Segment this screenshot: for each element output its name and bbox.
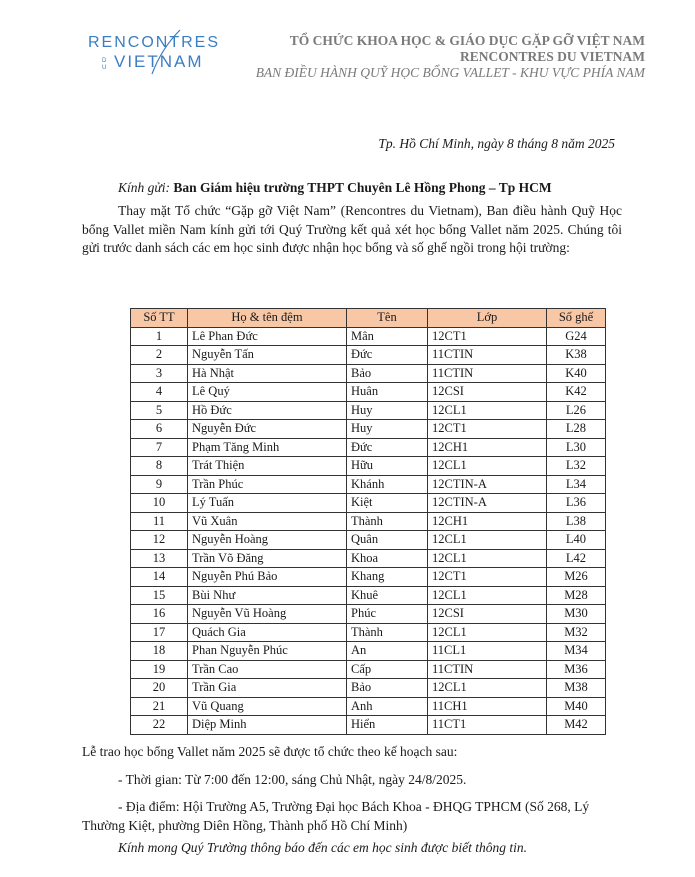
- closing-final: Kính mong Quý Trường thông báo đến các em học sinh được biết thông tin.: [118, 840, 527, 855]
- cell-seat: M34: [547, 642, 606, 661]
- table-row: [131, 660, 606, 679]
- cell-stt: 19: [131, 660, 188, 679]
- cell-class: 12CL1: [428, 623, 547, 642]
- cell-surname: Diệp Minh: [188, 716, 347, 735]
- cell-seat: L38: [547, 512, 606, 531]
- table-row: [131, 475, 606, 494]
- cell-stt: 9: [131, 475, 188, 494]
- rencontres-logo: [88, 28, 221, 76]
- cell-surname: Trần Phúc: [188, 475, 347, 494]
- cell-class: 12CL1: [428, 457, 547, 476]
- column-header-surname: Họ & tên đệm: [188, 309, 347, 328]
- letter-date: Tp. Hồ Chí Minh, ngày 8 tháng 8 năm 2025: [378, 136, 615, 151]
- cell-class: 11CT1: [428, 716, 547, 735]
- cell-class: 12CL1: [428, 401, 547, 420]
- table-row: [131, 679, 606, 698]
- cell-surname: Hồ Đức: [188, 401, 347, 420]
- cell-name: Cấp: [347, 660, 428, 679]
- cell-stt: 1: [131, 327, 188, 346]
- event-place: - Địa điểm: Hội Trường A5, Trường Đại học Bách Khoa - ĐHQG TPHCM (Số 268, Lý Thường Kiệt, phường Diên Hồng, Thành phố Hồ Chí Minh): [82, 799, 590, 833]
- cell-stt: 3: [131, 364, 188, 383]
- cell-name: Mân: [347, 327, 428, 346]
- cell-class: 12CSI: [428, 605, 547, 624]
- intro-paragraph: Thay mặt Tổ chức “Gặp gỡ Việt Nam” (Rencontres du Vietnam), Ban điều hành Quỹ Học bổng Vallet miền Nam kính gửi tới Quý Trường kết quả xét học bổng Vallet năm 2025. Chúng tôi gửi trước danh sách các em học sinh được nhận học bổng và số ghế ngồi trong hội trường:: [82, 203, 622, 255]
- cell-stt: 4: [131, 383, 188, 402]
- cell-stt: 6: [131, 420, 188, 439]
- cell-stt: 20: [131, 679, 188, 698]
- recipient-value: Ban Giám hiệu trường THPT Chuyên Lê Hồng Phong – Tp HCM: [173, 180, 552, 195]
- cell-class: 11CTIN: [428, 364, 547, 383]
- table-row: [131, 457, 606, 476]
- closing-lead: Lễ trao học bổng Vallet năm 2025 sẽ được tổ chức theo kế hoạch sau:: [82, 744, 458, 759]
- cell-name: Thành: [347, 512, 428, 531]
- cell-surname: Trần Gia: [188, 679, 347, 698]
- cell-class: 11CTIN: [428, 660, 547, 679]
- cell-name: Khang: [347, 568, 428, 587]
- table-row: [131, 401, 606, 420]
- cell-stt: 11: [131, 512, 188, 531]
- table-row: [131, 364, 606, 383]
- table-row: [131, 549, 606, 568]
- cell-name: Đức: [347, 438, 428, 457]
- cell-class: 12CH1: [428, 512, 547, 531]
- cell-surname: Lê Quý: [188, 383, 347, 402]
- cell-stt: 13: [131, 549, 188, 568]
- cell-surname: Nguyễn Hoàng: [188, 531, 347, 550]
- cell-surname: Nguyễn Phú Bảo: [188, 568, 347, 587]
- cell-class: 12CT1: [428, 420, 547, 439]
- cell-stt: 8: [131, 457, 188, 476]
- cell-surname: Vũ Quang: [188, 697, 347, 716]
- cell-stt: 21: [131, 697, 188, 716]
- cell-class: 12CL1: [428, 531, 547, 550]
- cell-name: Hiển: [347, 716, 428, 735]
- cell-class: 12CH1: [428, 438, 547, 457]
- table-row: [131, 716, 606, 735]
- cell-name: Phúc: [347, 605, 428, 624]
- cell-seat: L34: [547, 475, 606, 494]
- cell-seat: M32: [547, 623, 606, 642]
- cell-stt: 5: [131, 401, 188, 420]
- table-row: [131, 327, 606, 346]
- cell-name: Huân: [347, 383, 428, 402]
- cell-seat: K42: [547, 383, 606, 402]
- cell-name: Khuê: [347, 586, 428, 605]
- cell-surname: Lê Phan Đức: [188, 327, 347, 346]
- cell-name: Huy: [347, 420, 428, 439]
- cell-name: Thành: [347, 623, 428, 642]
- cell-surname: Phạm Tăng Minh: [188, 438, 347, 457]
- cell-stt: 7: [131, 438, 188, 457]
- cell-class: 12CTIN-A: [428, 475, 547, 494]
- cell-seat: M42: [547, 716, 606, 735]
- cell-stt: 16: [131, 605, 188, 624]
- cell-name: Khoa: [347, 549, 428, 568]
- cell-name: Khánh: [347, 475, 428, 494]
- scholarship-table: [130, 308, 606, 735]
- cell-surname: Trần Võ Đăng: [188, 549, 347, 568]
- cell-name: Bảo: [347, 679, 428, 698]
- table-row: [131, 623, 606, 642]
- cell-seat: M40: [547, 697, 606, 716]
- table-header-row: [131, 309, 606, 328]
- cell-class: 12CSI: [428, 383, 547, 402]
- cell-seat: L30: [547, 438, 606, 457]
- cell-surname: Trát Thiện: [188, 457, 347, 476]
- cell-stt: 2: [131, 346, 188, 365]
- cell-name: Kiệt: [347, 494, 428, 513]
- cell-seat: K38: [547, 346, 606, 365]
- table-row: [131, 568, 606, 587]
- table-row: [131, 420, 606, 439]
- cell-name: Anh: [347, 697, 428, 716]
- cell-surname: Quách Gia: [188, 623, 347, 642]
- cell-seat: L36: [547, 494, 606, 513]
- cell-surname: Trần Cao: [188, 660, 347, 679]
- table-row: [131, 531, 606, 550]
- cell-seat: L26: [547, 401, 606, 420]
- table-row: [131, 605, 606, 624]
- cell-surname: Hà Nhật: [188, 364, 347, 383]
- cell-class: 12CL1: [428, 679, 547, 698]
- cell-class: 12CL1: [428, 586, 547, 605]
- cell-name: Đức: [347, 346, 428, 365]
- cell-seat: L42: [547, 549, 606, 568]
- logo-bottom-text: VIETNAM: [114, 52, 204, 71]
- cell-class: 11CH1: [428, 697, 547, 716]
- cell-seat: L32: [547, 457, 606, 476]
- cell-name: Quân: [347, 531, 428, 550]
- table-row: [131, 438, 606, 457]
- cell-class: 12CL1: [428, 549, 547, 568]
- cell-class: 12CT1: [428, 568, 547, 587]
- event-time: - Thời gian: Từ 7:00 đến 12:00, sáng Chủ Nhật, ngày 24/8/2025.: [118, 772, 467, 787]
- cell-seat: K40: [547, 364, 606, 383]
- organization-header: [256, 33, 645, 81]
- cell-seat: M36: [547, 660, 606, 679]
- cell-class: 11CTIN: [428, 346, 547, 365]
- org-committee: BAN ĐIỀU HÀNH QUỸ HỌC BỔNG VALLET - KHU VỰC PHÍA NAM: [255, 65, 645, 80]
- cell-name: Bảo: [347, 364, 428, 383]
- cell-name: Hữu: [347, 457, 428, 476]
- column-header-class: Lớp: [428, 309, 547, 328]
- cell-class: 12CT1: [428, 327, 547, 346]
- cell-seat: G24: [547, 327, 606, 346]
- cell-surname: Phan Nguyễn Phúc: [188, 642, 347, 661]
- cell-stt: 18: [131, 642, 188, 661]
- org-name-fr: RENCONTRES DU VIETNAM: [459, 49, 645, 64]
- cell-stt: 12: [131, 531, 188, 550]
- cell-seat: L28: [547, 420, 606, 439]
- table-body: [131, 327, 606, 734]
- table-row: [131, 512, 606, 531]
- cell-seat: M26: [547, 568, 606, 587]
- column-header-stt: Số TT: [131, 309, 188, 328]
- cell-seat: M30: [547, 605, 606, 624]
- logo-du-text: DU: [102, 58, 108, 71]
- table-row: [131, 586, 606, 605]
- recipient-label: Kính gửi:: [118, 180, 170, 195]
- cell-surname: Bùi Như: [188, 586, 347, 605]
- cell-name: An: [347, 642, 428, 661]
- table-row: [131, 383, 606, 402]
- cell-seat: L40: [547, 531, 606, 550]
- cell-seat: M38: [547, 679, 606, 698]
- cell-surname: Nguyễn Vũ Hoàng: [188, 605, 347, 624]
- logo-top-text: RENCONTRES: [88, 34, 221, 51]
- cell-stt: 10: [131, 494, 188, 513]
- table-row: [131, 346, 606, 365]
- table-row: [131, 494, 606, 513]
- cell-name: Huy: [347, 401, 428, 420]
- cell-seat: M28: [547, 586, 606, 605]
- column-header-seat: Số ghế: [547, 309, 606, 328]
- cell-surname: Nguyễn Tấn: [188, 346, 347, 365]
- cell-surname: Vũ Xuân: [188, 512, 347, 531]
- table-row: [131, 697, 606, 716]
- cell-surname: Nguyễn Đức: [188, 420, 347, 439]
- table-row: [131, 642, 606, 661]
- org-name: TỔ CHỨC KHOA HỌC & GIÁO DỤC GẶP GỠ VIỆT NAM: [289, 33, 645, 48]
- cell-class: 11CL1: [428, 642, 547, 661]
- cell-surname: Lý Tuấn: [188, 494, 347, 513]
- cell-stt: 15: [131, 586, 188, 605]
- cell-stt: 17: [131, 623, 188, 642]
- column-header-name: Tên: [347, 309, 428, 328]
- recipient-line: [118, 180, 552, 196]
- cell-class: 12CTIN-A: [428, 494, 547, 513]
- cell-stt: 22: [131, 716, 188, 735]
- cell-stt: 14: [131, 568, 188, 587]
